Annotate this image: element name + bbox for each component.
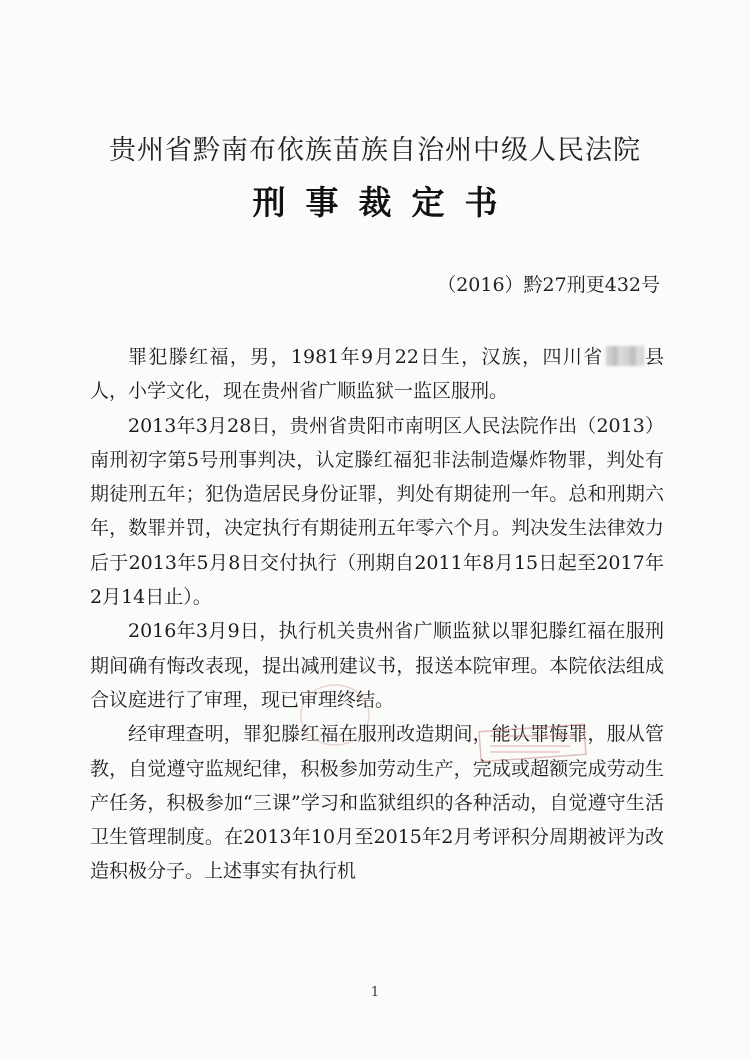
paragraph-findings: 经审理查明，罪犯滕红福在服刑改造期间，能认罪悔罪，服从管教，自觉遵守监规纪律，积极参加劳动生产，完成或超额完成劳动生产任务，积极参加“三课”学习和监狱组织的各种活动，自觉遵守生活卫生管理制度。在2013年10月至2015年2月考评积分周期被评为改造积极分子。上述事实有执行机 [90,723,664,883]
document-body [90,340,664,889]
redacted-text-block [606,346,644,366]
paragraph-text: 罪犯滕红福，男，1981年9月22日生，汉族，四川省 [128,346,604,368]
paragraph-original-judgment: 2013年3月28日，贵州省贵阳市南明区人民法院作出（2013）南刑初字第5号刑事判决，认定滕红福犯非法制造爆炸物罪，判处有期徒刑五年；犯伪造居民身份证罪，判处有期徒刑一年。总和刑期六年，数罪并罚，决定执行有期徒刑五年零六个月。判决发生法律效力后于2013年5月8日交付执行（刑期自2011年8月15日起至2017年2月14日止）。 [90,414,664,609]
document-title: 刑事裁定书 [252,183,518,222]
paragraph-defendant-info [90,340,664,409]
paragraph-commutation-proposal: 2016年3月9日，执行机关贵州省广顺监狱以罪犯滕红福在服刑期间确有悔改表现，提出减刑建议书，报送本院审理。本院依法组成合议庭进行了审理，现已审理终结。 [90,620,664,711]
page-number: 1 [370,985,380,1000]
paragraph-text: 县人，小学文化，现在贵州省广顺监狱一监区服刑。 [90,346,664,403]
court-name: 贵州省黔南布依族苗族自治州中级人民法院 [109,135,641,166]
case-number: （2016）黔27刑更432号 [437,274,660,296]
